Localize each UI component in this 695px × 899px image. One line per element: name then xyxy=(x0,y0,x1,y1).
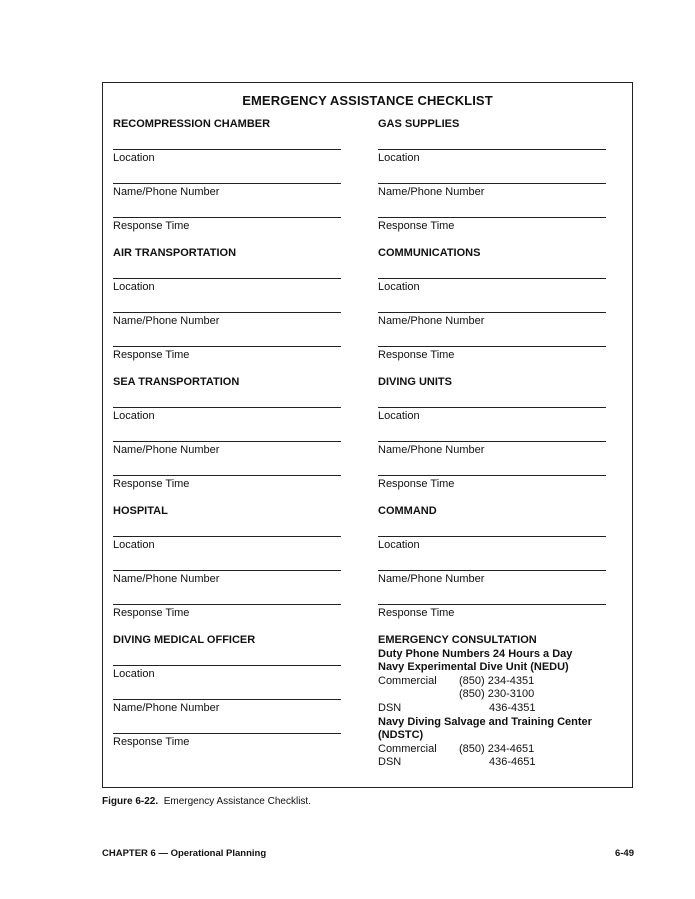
location-label: Location xyxy=(113,539,155,551)
name-phone-line xyxy=(113,441,341,442)
section-heading: DIVING MEDICAL OFFICER xyxy=(113,634,256,646)
consultation-block xyxy=(378,634,618,770)
nedu-dsn-row xyxy=(378,702,618,716)
location-label: Location xyxy=(113,152,155,164)
location-label: Location xyxy=(378,152,420,164)
ndstc-dsn-row xyxy=(378,756,618,770)
response-time-label: Response Time xyxy=(113,349,190,361)
name-phone-line xyxy=(113,312,341,313)
ndstc-dsn-number: 436-4651 xyxy=(489,756,536,769)
name-phone-line xyxy=(378,441,606,442)
location-line xyxy=(378,278,606,279)
name-phone-label: Name/Phone Number xyxy=(113,702,220,714)
response-time-label: Response Time xyxy=(378,607,455,619)
name-phone-line xyxy=(113,570,341,571)
figure-caption xyxy=(102,796,311,807)
nedu-commercial-number-1: (850) 234-4351 xyxy=(459,674,535,687)
name-phone-line xyxy=(113,183,341,184)
response-time-label: Response Time xyxy=(378,478,455,490)
name-phone-label: Name/Phone Number xyxy=(113,186,220,198)
response-time-line xyxy=(378,475,606,476)
name-phone-line xyxy=(378,312,606,313)
section-heading: GAS SUPPLIES xyxy=(378,118,460,130)
response-time-label: Response Time xyxy=(113,220,190,232)
location-label: Location xyxy=(113,668,155,680)
location-label: Location xyxy=(378,410,420,422)
nedu-commercial-row-2 xyxy=(378,688,618,702)
section-heading: RECOMPRESSION CHAMBER xyxy=(113,118,271,130)
section-heading: COMMAND xyxy=(378,505,437,517)
nedu-name: Navy Experimental Dive Unit (NEDU) xyxy=(378,661,569,674)
location-label: Location xyxy=(378,281,420,293)
checklist-frame xyxy=(102,82,633,788)
response-time-label: Response Time xyxy=(113,736,190,748)
footer-chapter: CHAPTER 6 — Operational Planning xyxy=(102,848,267,859)
ndstc-commercial-label: Commercial xyxy=(378,742,437,755)
section-heading: HOSPITAL xyxy=(113,505,168,517)
location-line xyxy=(113,665,341,666)
response-time-label: Response Time xyxy=(378,349,455,361)
name-phone-label: Name/Phone Number xyxy=(378,444,485,456)
name-phone-label: Name/Phone Number xyxy=(113,315,220,327)
section-heading: DIVING UNITS xyxy=(378,376,452,388)
consultation-subheading: Duty Phone Numbers 24 Hours a Day xyxy=(378,647,573,660)
location-label: Location xyxy=(113,410,155,422)
nedu-commercial-label: Commercial xyxy=(378,674,437,687)
checklist-title: EMERGENCY ASSISTANCE CHECKLIST xyxy=(242,93,493,108)
response-time-line xyxy=(113,346,341,347)
nedu-commercial-row xyxy=(378,675,618,689)
location-label: Location xyxy=(113,281,155,293)
location-line xyxy=(113,278,341,279)
location-line xyxy=(378,536,606,537)
response-time-line xyxy=(113,217,341,218)
section-heading: SEA TRANSPORTATION xyxy=(113,376,240,388)
location-label: Location xyxy=(378,539,420,551)
consultation-heading: EMERGENCY CONSULTATION xyxy=(378,634,537,646)
section-heading: AIR TRANSPORTATION xyxy=(113,247,237,259)
ndstc-commercial-number: (850) 234-4651 xyxy=(459,742,535,755)
name-phone-label: Name/Phone Number xyxy=(378,315,485,327)
response-time-line xyxy=(113,733,341,734)
response-time-line xyxy=(378,217,606,218)
response-time-label: Response Time xyxy=(113,478,190,490)
name-phone-line xyxy=(378,183,606,184)
response-time-line xyxy=(378,346,606,347)
name-phone-label: Name/Phone Number xyxy=(378,573,485,585)
nedu-dsn-label: DSN xyxy=(378,701,402,714)
response-time-label: Response Time xyxy=(113,607,190,619)
nedu-dsn-number: 436-4351 xyxy=(489,701,536,714)
location-line xyxy=(113,536,341,537)
figure-caption-text: Emergency Assistance Checklist. xyxy=(163,796,311,807)
name-phone-label: Name/Phone Number xyxy=(378,186,485,198)
location-line xyxy=(113,407,341,408)
ndstc-name-line-1: Navy Diving Salvage and Training Center xyxy=(378,715,592,728)
section-heading: COMMUNICATIONS xyxy=(378,247,481,259)
name-phone-line xyxy=(113,699,341,700)
footer-page-number: 6-49 xyxy=(614,848,634,859)
response-time-label: Response Time xyxy=(378,220,455,232)
name-phone-label: Name/Phone Number xyxy=(113,573,220,585)
location-line xyxy=(378,407,606,408)
ndstc-name-line-2: (NDSTC) xyxy=(378,729,424,742)
location-line xyxy=(378,149,606,150)
ndstc-dsn-label: DSN xyxy=(378,756,402,769)
ndstc-commercial-row xyxy=(378,743,618,757)
figure-number: Figure 6-22. xyxy=(102,796,159,807)
response-time-line xyxy=(113,604,341,605)
nedu-commercial-number-2: (850) 230-3100 xyxy=(459,688,535,701)
name-phone-label: Name/Phone Number xyxy=(113,444,220,456)
response-time-line xyxy=(113,475,341,476)
name-phone-line xyxy=(378,570,606,571)
location-line xyxy=(113,149,341,150)
response-time-line xyxy=(378,604,606,605)
